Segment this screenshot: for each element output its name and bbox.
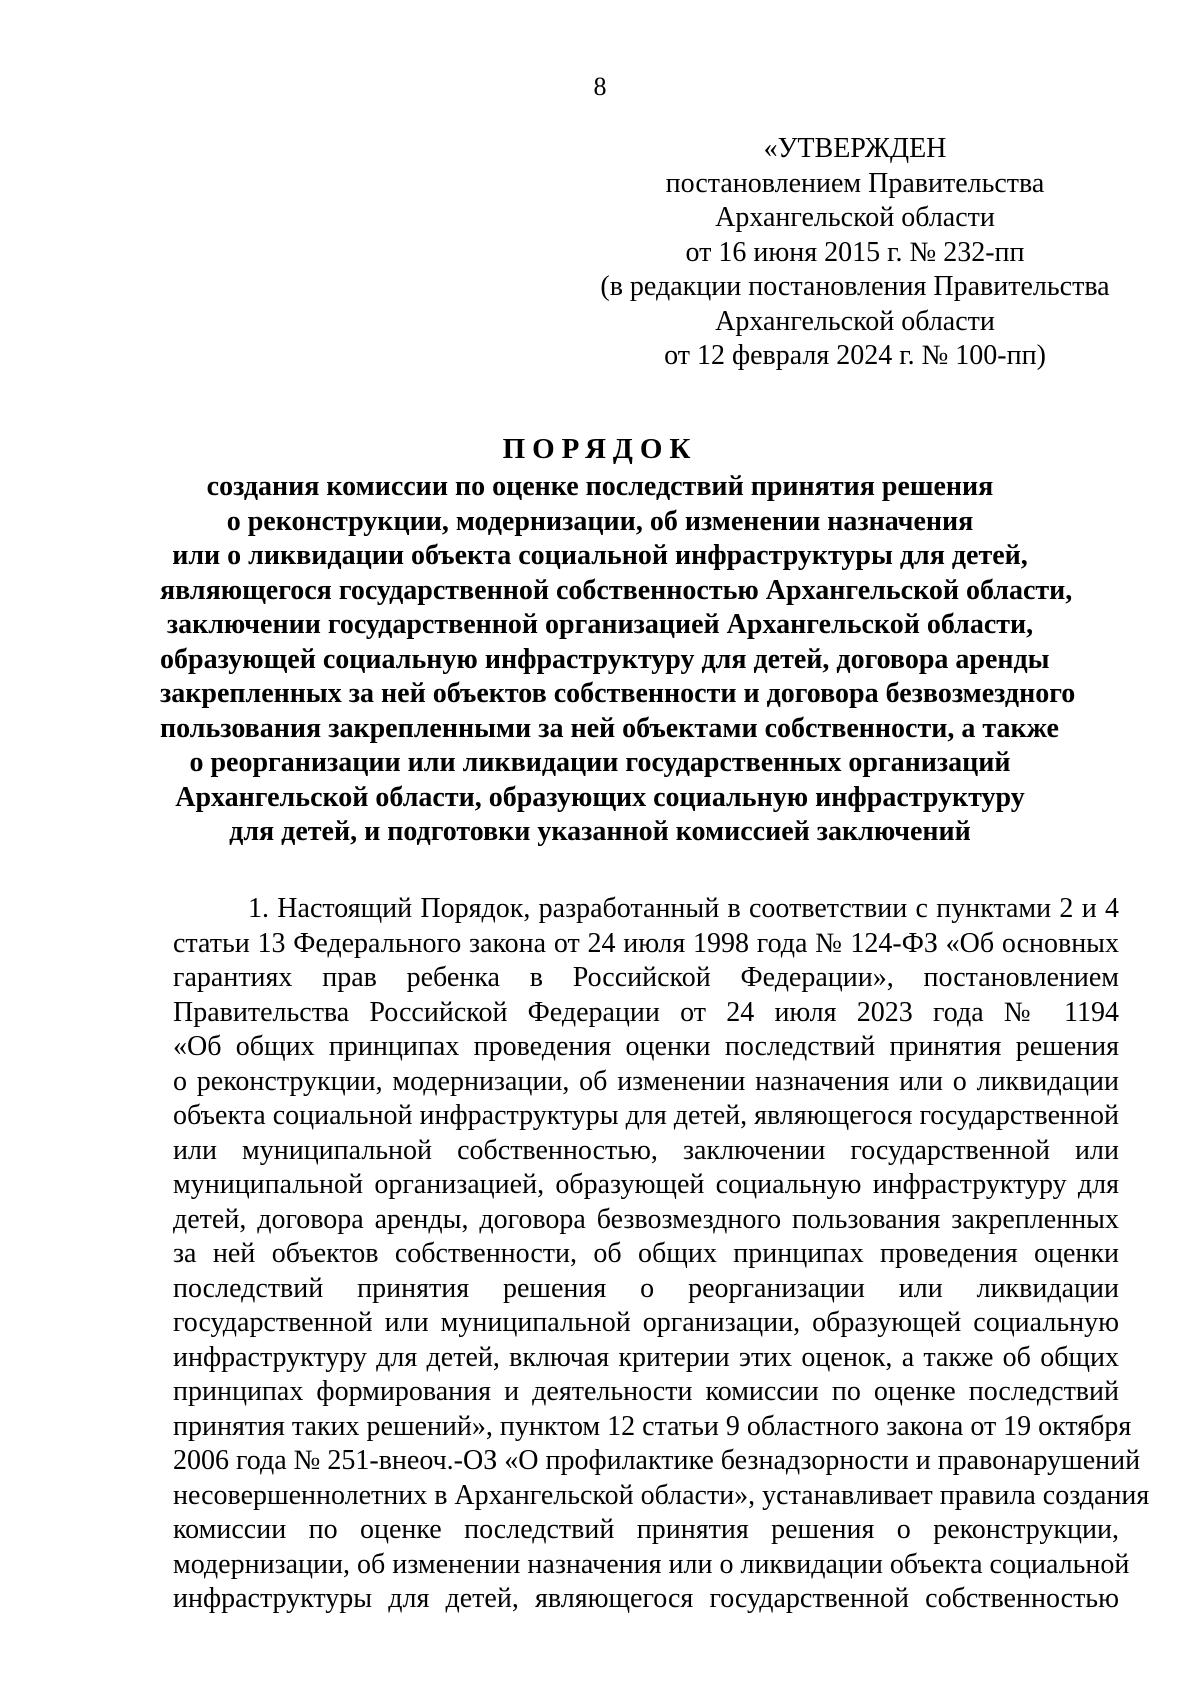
subtitle-line: заключении государственной организацией Архангельской области, (166, 609, 1034, 640)
body-line: объекта социальной инфраструктуры для детей, являющегося государственной (173, 1100, 1119, 1131)
document-subtitle (160, 470, 1076, 850)
approval-line: от 16 июня 2015 г. № 232-пп (685, 236, 1025, 268)
subtitle-line: являющегося государственной собственностью Архангельской области, (160, 574, 1073, 606)
body-line: инфраструктуры для детей, являющегося государственной собственностью (173, 1583, 1119, 1614)
subtitle-line: пользования закрепленными за ней объектами собственности, а также (160, 712, 1059, 744)
subtitle-line: закрепленных за ней объектов собственности и договора безвозмездного (160, 678, 1076, 709)
page-number: 8 (593, 72, 607, 101)
body-line: «Об общих принципах проведения оценки последствий принятия решения (173, 1031, 1119, 1062)
document-title: ПОРЯДОК (502, 433, 698, 465)
approval-line: от 12 февраля 2024 г. № 100-пп) (664, 340, 1046, 371)
body-line: принципах формирования и деятельности комиссии по оценке последствий (173, 1376, 1119, 1407)
body-line: последствий принятия решения о реорганизации или ликвидации (173, 1272, 1119, 1304)
subtitle-line: о реконструкции, модернизации, об изменении назначения (226, 505, 974, 537)
body-line: принятия таких решений», пунктом 12 статьи 9 областного закона от 19 октября (173, 1410, 1132, 1442)
body-line: гарантиях прав ребенка в Российской Федерации», постановлением (173, 962, 1119, 993)
body-line: государственной или муниципальной организации, образующей социальную (173, 1307, 1119, 1338)
body-line: Правительства Российской Федерации от 24 июля 2023 года № 1194 (173, 996, 1119, 1028)
body-line: модернизации, об изменении назначения или о ликвидации объекта социальной (173, 1548, 1130, 1580)
body-line: за ней объектов собственности, об общих принципах проведения оценки (173, 1238, 1119, 1269)
subtitle-line: Архангельской области, образующих социальную инфраструктуру (175, 781, 1025, 813)
body-line: 2006 года № 251-внеоч.-ОЗ «О профилактике безнадзорности и правонарушений (173, 1445, 1141, 1476)
body-line: несовершеннолетних в Архангельской области», устанавливает правила создания (173, 1479, 1150, 1511)
body-line: 1. Настоящий Порядок, разработанный в соответствии с пунктами 2 и 4 (248, 893, 1119, 924)
approval-line: «УТВЕРЖДЕН (763, 133, 947, 164)
approval-line: Архангельской области (715, 202, 995, 233)
body-line: или муниципальной собственностью, заключении государственной или (173, 1134, 1119, 1166)
body-line: статьи 13 Федерального закона от 24 июля 1998 года № 124-ФЗ «Об основных (173, 927, 1119, 959)
body-line: инфраструктуру для детей, включая критерии этих оценок, а также об общих (173, 1341, 1119, 1373)
subtitle-line: создания комиссии по оценке последствий принятия решения (206, 471, 994, 502)
body-line: комиссии по оценке последствий принятия решения о реконструкции, (173, 1514, 1119, 1545)
approval-stamp-block (595, 132, 1115, 374)
body-paragraph (173, 892, 1150, 1617)
subtitle-line: для детей, и подготовки указанной комиссией заключений (229, 816, 971, 847)
subtitle-line: или о ликвидации объекта социальной инфраструктуры для детей, (172, 540, 1028, 571)
body-line: о реконструкции, модернизации, об изменении назначения или о ликвидации (173, 1065, 1119, 1097)
body-line: муниципальной организацией, образующей социальную инфраструктуру для (173, 1169, 1119, 1200)
subtitle-line: о реорганизации или ликвидации государственных организаций (189, 747, 1011, 778)
body-line: детей, договора аренды, договора безвозмездного пользования закрепленных (173, 1203, 1119, 1235)
approval-line: постановлением Правительства (665, 167, 1045, 199)
approval-line: Архангельской области (715, 305, 995, 337)
subtitle-line: образующей социальную инфраструктуру для детей, договора аренды (160, 643, 1050, 675)
approval-line: (в редакции постановления Правительства (600, 271, 1110, 302)
